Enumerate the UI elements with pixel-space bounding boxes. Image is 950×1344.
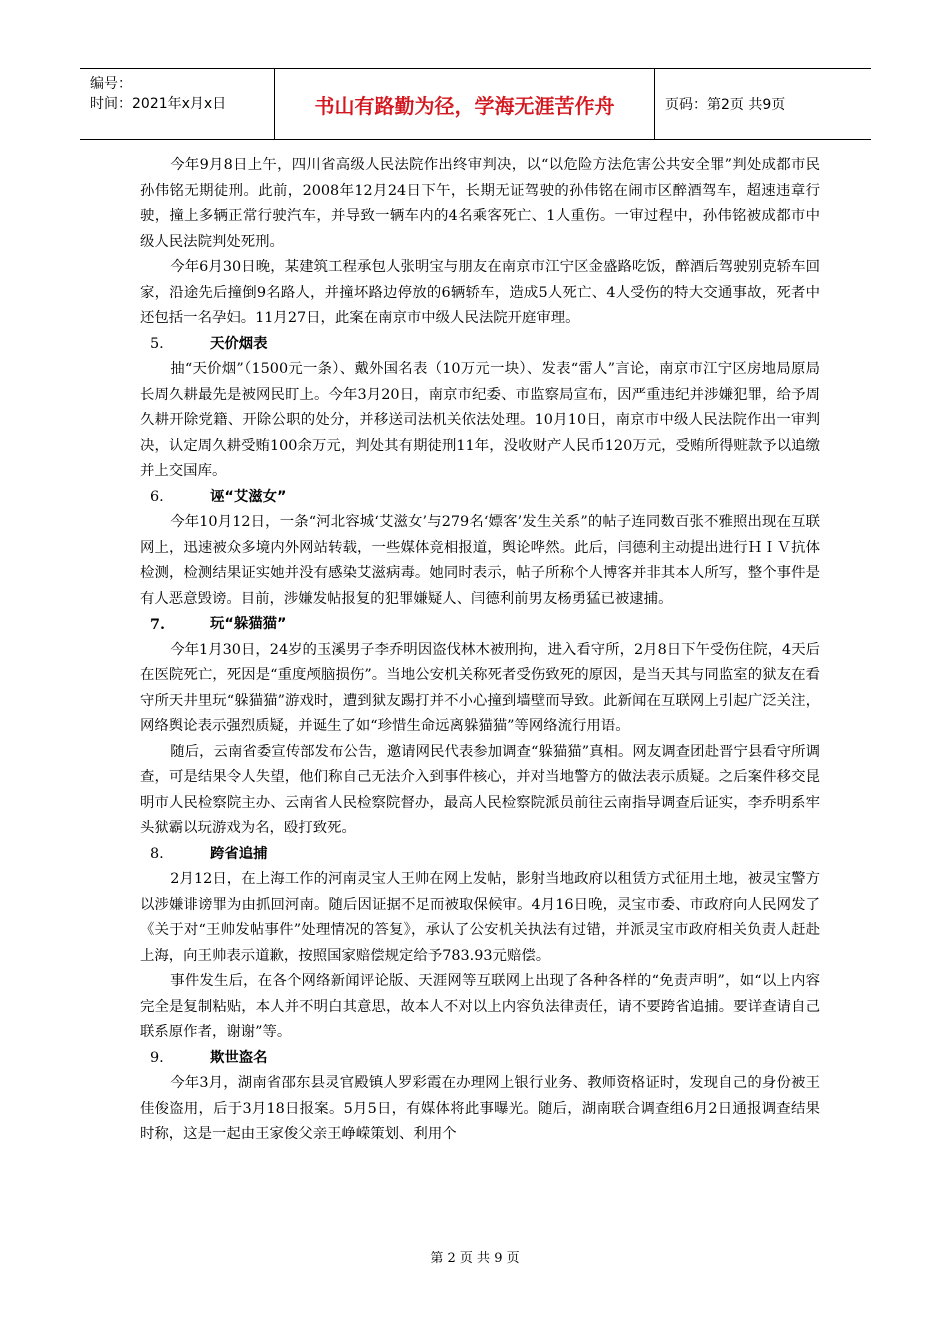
paragraph: 随后，云南省委宣传部发布公告，邀请网民代表参加调查“躲猫猫”真相。网友调查团赴晋宁县看守所调查，可是结果令人失望，他们称自己无法介入到事件核心，并对当地警方的做法表示质疑。之后案件移交昆明市人民检察院主办、云南省人民检察院督办，最高人民检察院派员前往云南指导调查后证实，李乔明系牢头狱霸以玩游戏为名，殴打致死。 bbox=[140, 743, 820, 836]
section-title: 跨省追捕 bbox=[210, 845, 268, 862]
section-title: 诬“艾滋女” bbox=[210, 488, 287, 505]
section-title: 玩“躲猫猫” bbox=[210, 616, 287, 632]
section-title: 天价烟表 bbox=[210, 335, 268, 352]
section-title: 欺世盗名 bbox=[210, 1049, 268, 1066]
section-number: 9. bbox=[150, 1049, 164, 1066]
page-header bbox=[80, 68, 871, 140]
section-heading bbox=[140, 485, 820, 511]
paragraph: 今年10月12日，一条“河北容城‘艾滋女’与279名‘嫖客’发生关系”的帖子连同数百张不雅照出现在互联网上，迅速被众多境内外网站转载，一些媒体竞相报道，舆论哗然。此后，闫德利主动提出进行ＨＩＶ抗体检测，检测结果证实她并没有感染艾滋病毒。她同时表示，帖子所称个人博客并非其本人所写，整个事件是有人恶意毁谤。目前，涉嫌发帖报复的犯罪嫌疑人、闫德利前男友杨勇猛已被逮捕。 bbox=[140, 514, 820, 607]
section-number: 5. bbox=[150, 335, 164, 352]
paragraph: 抽“天价烟”（1500元一条）、戴外国名表（10万元一块）、发表“雷人”言论，南京市江宁区房地局原局长周久耕最先是被网民盯上。今年3月20日，南京市纪委、市监察局宣布，因严重违纪并涉嫌犯罪，给予周久耕开除党籍、开除公职的处分，并移送司法机关依法处理。10月10日，南京市中级人民法院作出一审判决，认定周久耕受贿100余万元，判处其有期徒刑11年，没收财产人民币120万元，受贿所得赃款予以追缴并上交国库。 bbox=[140, 361, 820, 479]
page-footer: 第 2 页 共 9 页 bbox=[430, 1251, 520, 1266]
header-meta bbox=[80, 69, 275, 139]
section-heading bbox=[140, 612, 820, 638]
section-number: 7. bbox=[150, 616, 166, 633]
section-number: 8. bbox=[150, 845, 164, 862]
section-number: 6. bbox=[150, 488, 164, 505]
section-heading bbox=[140, 842, 820, 868]
paragraph: 今年3月，湖南省邵东县灵官殿镇人罗彩霞在办理网上银行业务、教师资格证时，发现自己的身份被王佳俊盗用，后于3月18日报案。5月5日，有媒体将此事曝光。随后，湖南联合调查组6月2日通报调查结果时称，这是一起由王家俊父亲王峥嵘策划、利用个 bbox=[140, 1075, 820, 1142]
paragraph: 今年1月30日，24岁的玉溪男子李乔明因盗伐林木被刑拘，进入看守所，2月8日下午受伤住院，4天后在医院死亡，死因是“重度颅脑损伤”。当地公安机关称死者受伤致死的原因，是当天其与同监室的狱友在看守所天井里玩“躲猫猫”游戏时，遭到狱友踢打并不小心撞到墙壁而导致。此新闻在互联网上引起广泛关注，网络舆论表示强烈质疑，并诞生了如“珍惜生命远离躲猫猫”等网络流行用语。 bbox=[140, 641, 820, 734]
paragraph: 今年6月30日晚，某建筑工程承包人张明宝与朋友在南京市江宁区金盛路吃饭，醉酒后驾驶别克轿车回家，沿途先后撞倒9名路人，并撞坏路边停放的6辆轿车，造成5人死亡、4人受伤的特大交通事故，死者中还包括一名孕妇。11月27日，此案在南京市中级人民法院开庭审理。 bbox=[140, 259, 820, 326]
paragraph: 事件发生后，在各个网络新闻评论版、天涯网等互联网上出现了各种各样的“免责声明”，如“以上内容完全是复制粘贴，本人并不明白其意思，故本人不对以上内容负法律责任，请不要跨省追捕。要详查请自己联系原作者，谢谢”等。 bbox=[140, 973, 820, 1040]
document-body bbox=[140, 153, 820, 1148]
paragraph: 2月12日，在上海工作的河南灵宝人王帅在网上发帖，影射当地政府以租赁方式征用土地，被灵宝警方以涉嫌诽谤罪为由抓回河南。随后因证据不足而被取保候审。4月16日晚，灵宝市委、市政府向人民网发了《关于对“王帅发帖事件”处理情况的答复》，承认了公安机关执法有过错，并派灵宝市政府相关负责人赶赴上海，向王帅表示道歉，按照国家赔偿规定给予783.93元赔偿。 bbox=[140, 871, 820, 964]
header-number-label: 编号： bbox=[90, 76, 132, 92]
header-motto: 书山有路勤为径，学海无涯苦作舟 bbox=[275, 69, 655, 139]
header-date-label: 时间：2021年x月x日 bbox=[90, 96, 227, 112]
header-page-label: 页码：第2页 共9页 bbox=[665, 97, 786, 113]
section-heading bbox=[140, 1046, 820, 1072]
section-heading bbox=[140, 332, 820, 358]
paragraph: 今年9月8日上午，四川省高级人民法院作出终审判决，以“以危险方法危害公共安全罪”判处成都市民孙伟铭无期徒刑。此前，2008年12月24日下午，长期无证驾驶的孙伟铭在闹市区醉酒驾车，超速违章行驶，撞上多辆正常行驶汽车，并导致一辆车内的4名乘客死亡、1人重伤。一审过程中，孙伟铭被成都市中级人民法院判处死刑。 bbox=[140, 157, 820, 250]
